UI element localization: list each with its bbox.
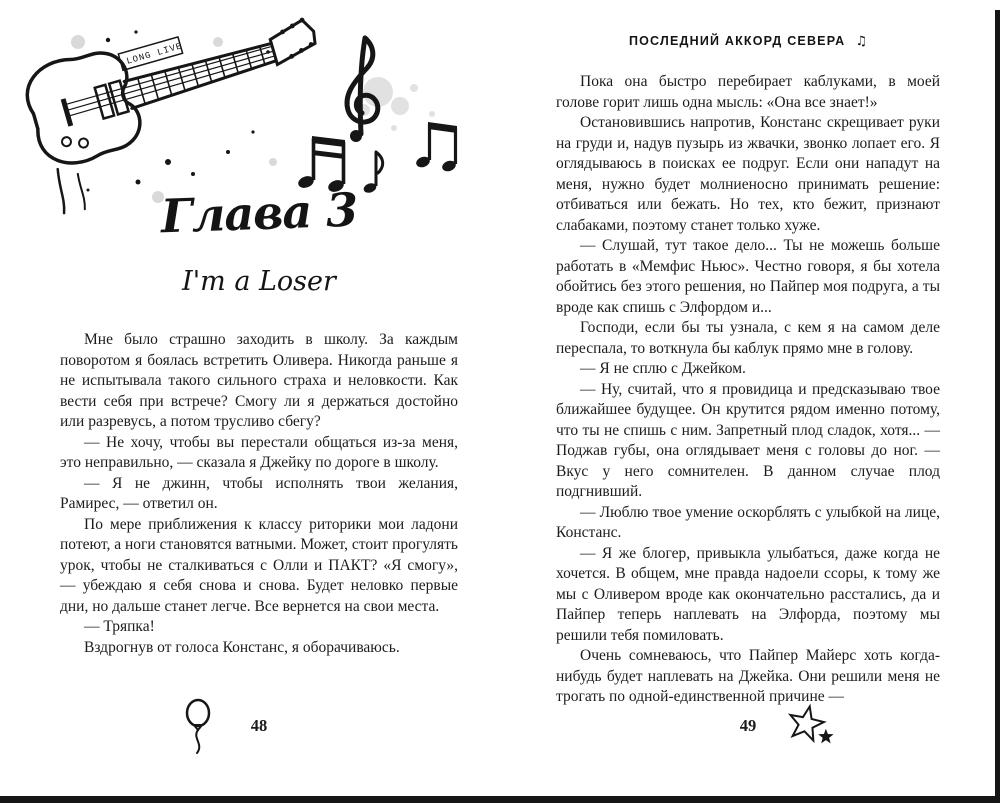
chapter-subtitle: I'm a Loser <box>182 266 336 297</box>
paragraph: Очень сомневаюсь, что Пайпер Майерс хоть когда-нибудь будет наплевать на Джейка. Они решили меня не трогать по одной-единственной причине — <box>556 647 940 705</box>
page-edge-right <box>995 10 1000 803</box>
paragraph: Пока она быстро перебирает каблуками, в моей голове горит лишь одна мысль: «Она все знает!» <box>556 73 940 111</box>
paragraph: — Я не джинн, чтобы исполнять твои желания, Рамирес, — ответил он. <box>60 474 458 512</box>
paragraph: — Слушай, тут такое дело... Ты не можешь больше работать в «Мемфис Ньюс». Честно говоря, я бы хотела обойтись без этого решения, но Пайпер моя подруга, а ты вроде как спишь с Элфордом и... <box>556 237 940 316</box>
paragraph: По мере приближения к классу риторики мои ладони потеют, а ноги становятся ватными. Может, стоит прогулять урок, чтобы не сталкиваться с Олли и ПАКТ? «Я смогу», — убеждаю я себя снова и снова. Будет неловко первые дни, но дальше станет легче. Все вернется на свои места. <box>60 515 458 615</box>
paragraph: — Не хочу, чтобы вы перестали общаться из-за меня, это неправильно, — сказала я Джейку по дороге в школу. <box>60 433 458 471</box>
paragraph: Остановившись напротив, Констанс скрещивает руки на груди и, надув пузырь из жвачки, звонко лопает его. Я оглядываюсь в поисках ее подруг. Если они нападут на меня, нужно будет молниеносно принимать решение: отбиваться или бежать. Но тех, кто бежит, признают слабаками, поэтому станет только хуже. <box>556 114 940 234</box>
paragraph: Мне было страшно заходить в школу. За каждым поворотом я боялась встретить Оливера. Никогда раньше я не испытывала такого сильного страха и неловкости. Как вести себя при встрече? Смогу ли я держаться достойно или разревусь, а потом трусливо сбегу? <box>60 331 458 430</box>
paragraph: Вздрогнув от голоса Констанс, я оборачиваюсь. <box>84 638 400 656</box>
paragraph: — Тряпка! <box>84 618 155 635</box>
star-doodles-icon <box>784 700 846 758</box>
beamed-notes-icon <box>414 116 464 174</box>
page-edge-bottom <box>0 796 1000 803</box>
page-number: 48 <box>250 716 268 735</box>
left-page-text <box>60 330 458 658</box>
running-header-text: ПОСЛЕДНИЙ АККОРД СЕВЕРА <box>628 34 846 48</box>
guitar-label: LONG LIVE <box>125 41 184 67</box>
music-note-icon: ♫ <box>855 34 868 49</box>
right-page-text <box>556 72 940 708</box>
running-header <box>556 34 940 49</box>
page-number: 49 <box>739 716 757 735</box>
paragraph: — Ну, считай, что я провидица и предсказываю твое ближайшее будущее. Он крутится рядом именно потому, что ты не спишь с ним. Запретный плод сладок, хотя... — Поджав губы, она оглядывает меня с головы до ног. — Вкус у него сомнителен. В данном случае плод подгнивший. <box>556 380 940 500</box>
paragraph: — Люблю твое умение оскорблять с улыбкой на лице, Констанс. <box>556 503 940 541</box>
paragraph: — Я не сплю с Джейком. <box>580 360 746 377</box>
chapter-title: Глава 3 <box>159 182 359 244</box>
paragraph: — Я же блогер, привыкла улыбаться, даже когда не хочется. В общем, мне правда надоели ссоры, к тому же мы с Оливером вроде как окончательно расстались, да и Пайпер теперь наплевать на Элфорда, поэтому мы решили тебя помиловать. <box>556 544 940 644</box>
paragraph: Господи, если бы ты узнала, с кем я на самом деле переспала, то воткнула бы каблук прямо мне в голову. <box>556 319 940 357</box>
